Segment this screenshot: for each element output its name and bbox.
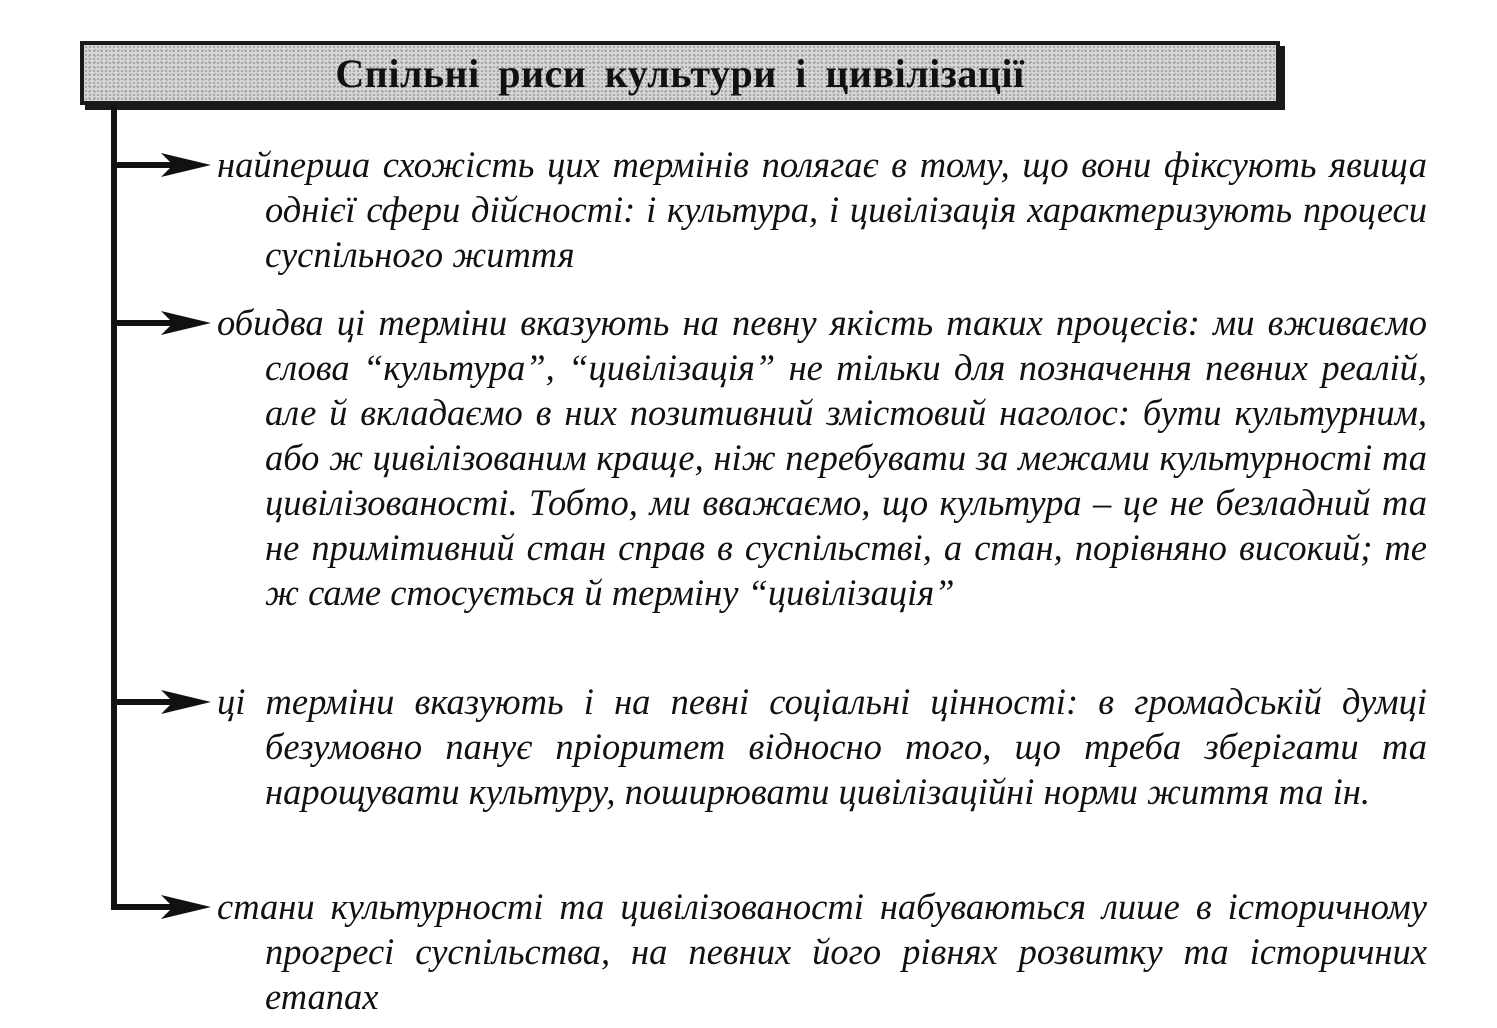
list-item-4: стани культурності та цивілізованості набуваються лише в історичному прогресі суспільства, на певних його рівнях розвитку та історичних етапах — [217, 886, 1427, 1017]
arrow-icon — [111, 689, 215, 715]
arrow-icon — [111, 310, 215, 336]
list-item-2: обидва ці терміни вказують на певну якість таких процесів: ми вживаємо слова “культура”, “цивілізація” не тільки для позначення певних реалій, але й вкладаємо в них позитивний змістовий наголос: бути культурним, або ж цивілізованим краще, ніж перебувати за межами культурності та цивілізованості. Тобто, ми вважаємо, що культура – це не безладний та не примітивний стан справ в суспільстві, а стан, порівняно високий; те ж саме стосується й терміну “цивілізація” — [217, 302, 1427, 613]
list-item-3: ці терміни вказують і на певні соціальні цінності: в громадській думці безумовно панує пріоритет відносно того, що треба зберігати та нарощувати культуру, поширювати цивілізаційні норми життя та ін. — [217, 681, 1427, 812]
title-box — [80, 41, 1280, 105]
diagram-title: Спільні риси культури і цивілізації — [335, 50, 1025, 96]
list-item-1: найперша схожість цих термінів полягає в тому, що вони фіксують явища однієї сфери дійсності: і культура, і цивілізація характеризують процеси суспільного життя — [217, 144, 1427, 275]
arrow-icon — [111, 894, 215, 920]
connector-spine — [111, 105, 117, 910]
arrow-icon — [111, 152, 215, 178]
